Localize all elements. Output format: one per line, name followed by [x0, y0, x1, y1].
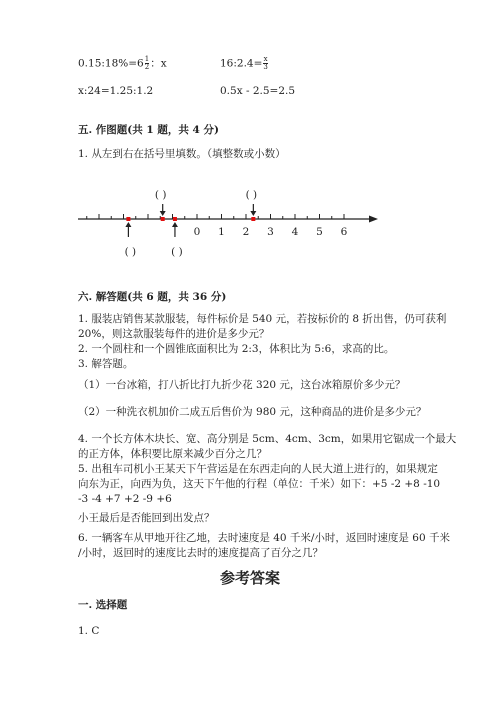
down-arrow-head-icon — [250, 211, 256, 216]
tick-label: 5 — [316, 226, 323, 238]
section-5-question-1: 1. 从左到右在括号里填数。（填整数或小数） — [78, 148, 286, 160]
answer-1: 1. C — [78, 625, 100, 637]
answers-section-1-title: 一. 选择题 — [78, 599, 128, 611]
equation-1-prefix: 0.15:18%=6 — [78, 57, 144, 70]
section-5-title: 五. 作图题(共 1 题，共 4 分) — [78, 124, 219, 136]
red-point-marker — [126, 217, 130, 221]
question-5-line-1: 5. 出租车司机小王某天下午营运是在东西走向的人民大道上进行的，如果规定 — [78, 463, 438, 475]
fraction-denominator: 2 — [144, 63, 150, 71]
question-6-line-2: /小时，返回时的速度比去时的速度提高了百分之几？ — [78, 547, 324, 559]
fraction-denominator: 3 — [263, 63, 268, 71]
tick-label: 0 — [193, 226, 201, 238]
question-3-part-2: （2）一种洗衣机加价二成五后售价为 980 元，这种商品的进价是多少元？ — [78, 406, 427, 418]
question-6-line-1: 6. 一辆客车从甲地开往乙地，去时速度是 40 千米/小时，返回时速度是 60 千米 — [78, 532, 450, 544]
tick-label: 1 — [218, 226, 225, 238]
up-arrow-head-icon — [172, 222, 178, 227]
answer-bracket: ( ) — [245, 189, 258, 201]
answer-bracket: ( ) — [124, 246, 137, 258]
tick-label: 6 — [340, 226, 348, 238]
equation-4: 0.5x - 2.5=2.5 — [220, 85, 296, 97]
answer-bracket: ( ) — [154, 189, 167, 201]
equation-1 — [78, 56, 167, 71]
tick-label: 2 — [242, 226, 250, 238]
up-arrow-head-icon — [125, 222, 131, 227]
down-arrow-head-icon — [160, 211, 166, 216]
question-5-line-3: -3 -4 +7 +2 -9 +6 — [78, 493, 172, 505]
equation-2-prefix: 16:2.4= — [220, 57, 263, 70]
question-3: 3. 解答题。 — [78, 358, 134, 370]
question-4-line-1: 4. 一个长方体木块长、宽、高分别是 5cm、4cm、3cm，如果用它锯成一个最大 — [78, 433, 457, 445]
question-4-line-2: 的正方体，体积要比原来减少百分之几？ — [78, 448, 267, 460]
red-point-marker — [251, 217, 255, 221]
answers-title: 参考答案 — [219, 569, 280, 587]
question-2: 2. 一个圆柱和一个圆锥底面积比为 2:3，体积比为 5:6，求高的比。 — [78, 343, 395, 355]
number-line-diagram — [0, 182, 500, 272]
equation-3: x:24=1.25:1.2 — [78, 85, 154, 97]
red-point-marker — [173, 217, 177, 221]
question-1-line-2: 20%，则这款服装每件的进价是多少元？ — [78, 328, 270, 340]
question-5-line-4: 小王最后是否能回到出发点？ — [78, 512, 215, 524]
tick-label: 4 — [291, 226, 299, 238]
axis-arrow-icon — [369, 216, 378, 223]
question-3-part-1: （1）一台冰箱，打八折比打九折少花 320 元，这台冰箱原价多少元？ — [78, 379, 406, 391]
fraction — [263, 56, 267, 71]
fraction-numerator: 1 — [144, 55, 150, 63]
equation-1-suffix: ：x — [150, 57, 167, 70]
red-point-marker — [161, 217, 165, 221]
question-5-line-2: 向东为正，向西为负，这天下午他的行程（单位：千米）如下：+5 -2 +8 -10 — [78, 478, 441, 490]
fraction-numerator: x — [263, 55, 268, 63]
section-6-title: 六. 解答题(共 6 题，共 36 分) — [78, 291, 227, 303]
fraction — [145, 56, 149, 71]
tick-label: 3 — [267, 226, 274, 238]
equation-2 — [220, 56, 269, 71]
answer-bracket: ( ) — [171, 246, 183, 258]
question-1-line-1: 1. 服装店销售某款服装，每件标价是 540 元，若按标价的 8 折出售，仍可获利 — [78, 313, 447, 325]
